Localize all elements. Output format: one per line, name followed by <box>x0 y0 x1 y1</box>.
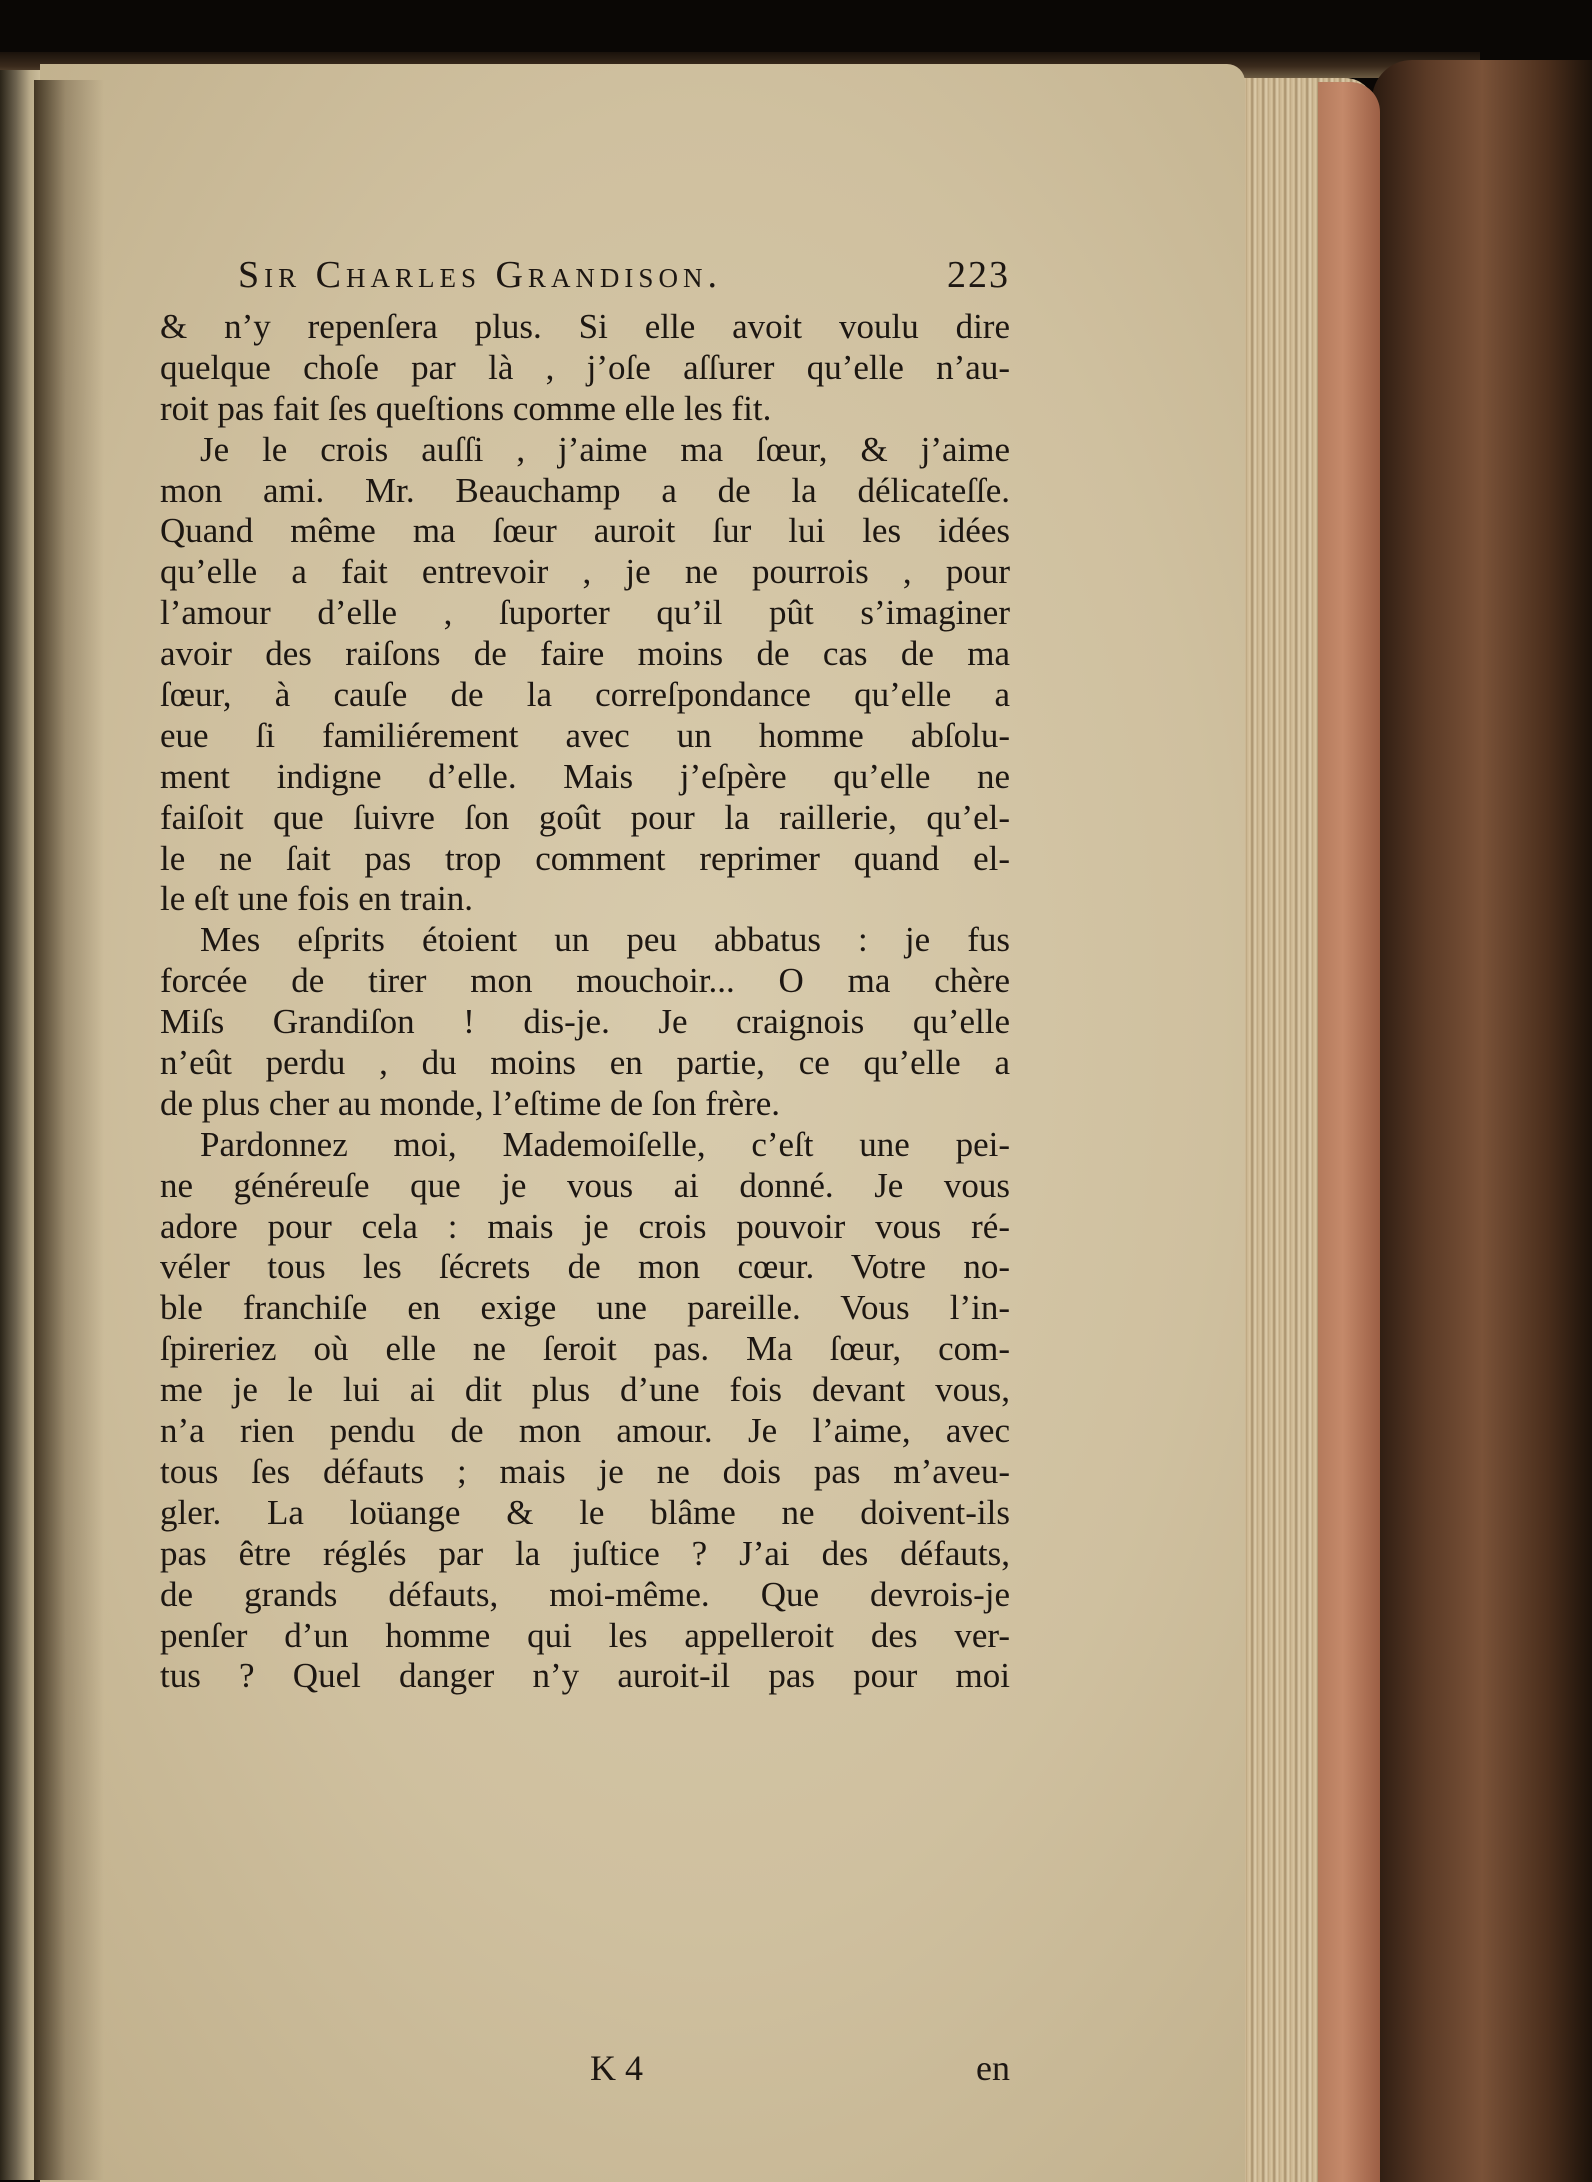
book-cover-right <box>1372 60 1592 2182</box>
text-line: ſœur, à cauſe de la correſpondance qu’elle a <box>160 675 1010 715</box>
text-line: roit pas fait ſes queſtions comme elle les fit. <box>160 388 772 428</box>
signature-mark: K 4 <box>590 2048 643 2088</box>
text-line: véler tous les ſécrets de mon cœur. Votre no- <box>160 1247 1010 1287</box>
red-sprinkled-fore-edge <box>1318 82 1380 2182</box>
text-line: l’amour d’elle , ſuporter qu’il pût s’imaginer <box>160 593 1010 633</box>
text-line: n’eût perdu , du moins en partie, ce qu’elle a <box>160 1043 1010 1083</box>
text-line: de plus cher au monde, l’eſtime de ſon frère. <box>160 1083 781 1123</box>
text-line: ble franchiſe en exige une pareille. Vous l’in- <box>160 1288 1010 1328</box>
page-footer <box>160 2043 1010 2093</box>
catchword: en <box>976 2048 1010 2088</box>
text-line: faiſoit que ſuivre ſon goût pour la raillerie, qu’el- <box>160 797 1010 837</box>
text-line: & n’y repenſera plus. Si elle avoit voulu dire <box>160 307 1010 346</box>
text-line: le ne ſait pas trop comment reprimer quand el- <box>160 838 1010 878</box>
text-line: pas être réglés par la juſtice ? J’ai des défauts, <box>160 1533 1010 1573</box>
text-line: quelque choſe par là , j’oſe aſſurer qu’elle n’au- <box>160 347 1010 387</box>
running-title: Sir Charles Grandison. <box>238 254 722 296</box>
text-line: Miſs Grandiſon ! dis-je. Je craignois qu’elle <box>160 1002 1010 1042</box>
text-line: de grands défauts, moi-même. Que devrois-je <box>160 1574 1010 1614</box>
text-line: Pardonnez moi, Mademoiſelle, c’eſt une pei- <box>200 1124 1010 1164</box>
text-line: tous ſes défauts ; mais je ne dois pas m’aveu- <box>160 1451 1010 1491</box>
text-line: Quand même ma ſœur auroit ſur lui les idées <box>160 511 1010 551</box>
text-line: me je le lui ai dit plus d’une fois devant vous, <box>160 1370 1010 1410</box>
text-line: mon ami. Mr. Beauchamp a de la délicateſſe. <box>160 470 1010 510</box>
text-line: forcée de tirer mon mouchoir... O ma chère <box>160 961 1010 1001</box>
text-line: Je le crois auſſi , j’aime ma ſœur, & j’aime <box>200 429 1010 469</box>
text-line: tus ? Quel danger n’y auroit-il pas pour moi <box>160 1656 1010 1696</box>
text-line: eue ſi familiérement avec un homme abſolu- <box>160 715 1010 755</box>
page-number: 223 <box>947 254 1010 296</box>
page-gutter-shadow <box>34 80 104 2180</box>
text-line: qu’elle a fait entrevoir , je ne pourrois , pour <box>160 552 1010 592</box>
text-line: n’a rien pendu de mon amour. Je l’aime, avec <box>160 1411 1010 1451</box>
text-line: avoir des raiſons de faire moins de cas de ma <box>160 634 1010 674</box>
running-head <box>160 245 1010 305</box>
text-line: ſpireriez où elle ne ſeroit pas. Ma ſœur, com- <box>160 1329 1010 1369</box>
body-text <box>160 307 1010 1697</box>
text-line: penſer d’un homme qui les appelleroit des ver- <box>160 1615 1010 1655</box>
text-line: Mes eſprits étoient un peu abbatus : je fus <box>200 920 1010 960</box>
text-line: adore pour cela : mais je crois pouvoir vous ré- <box>160 1206 1010 1246</box>
text-line: ne généreuſe que je vous ai donné. Je vous <box>160 1165 1010 1205</box>
text-line: le eſt une fois en train. <box>160 879 473 919</box>
text-line: ment indigne d’elle. Mais j’eſpère qu’elle ne <box>160 756 1010 796</box>
text-line: gler. La loüange & le blâme ne doivent-ils <box>160 1492 1010 1532</box>
